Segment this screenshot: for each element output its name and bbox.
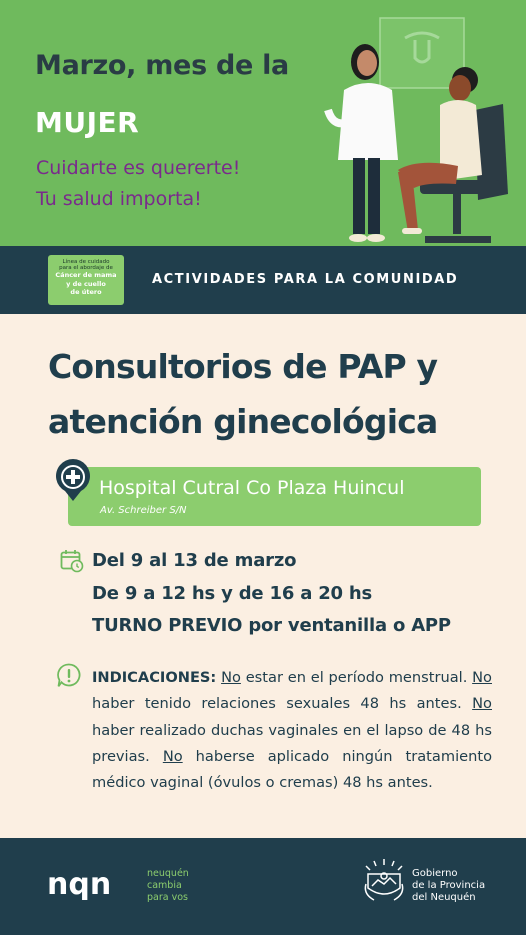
gob-text-line: del Neuquén <box>412 892 476 903</box>
calendar-icon <box>60 549 84 573</box>
hero-title: Marzo, mes de la <box>35 50 289 81</box>
hospital-address: Av. Schreiber S/N <box>100 505 187 516</box>
hero-section <box>0 0 526 246</box>
logo-text: nqn <box>47 870 112 900</box>
activities-label: ACTIVIDADES PARA LA COMUNIDAD <box>152 272 459 287</box>
neuquen-logo <box>47 870 133 900</box>
doctor-patient-illustration <box>320 0 526 246</box>
care-line-badge <box>48 255 124 305</box>
indications-paragraph <box>92 665 492 796</box>
no-emphasis: No <box>472 669 492 686</box>
gob-text-line: Gobierno <box>412 868 458 879</box>
gob-text-line: de la Provincia <box>412 880 486 891</box>
tagline-text: cambia <box>147 880 182 891</box>
indication-text: haberse aplicado ningún tratamiento médico vaginal (óvulos o cremas) 48 hs antes. <box>92 747 493 792</box>
schedule-hours: De 9 a 12 hs y de 16 a 20 hs <box>92 583 373 604</box>
tagline-text: neuquén <box>147 868 189 879</box>
activities-banner <box>0 246 526 314</box>
no-emphasis: No <box>221 669 241 686</box>
main-title-line1: Consultorios de PAP y <box>48 347 438 386</box>
badge-big-text: Cáncer de mama <box>55 271 117 279</box>
hero-title-mujer: MUJER <box>35 106 140 139</box>
tagline-text: para vos <box>147 892 188 903</box>
badge-big-text: y de cuello <box>66 279 106 288</box>
indications-label: INDICACIONES: <box>92 669 217 686</box>
badge-small-text: para el abordaje de <box>59 265 113 271</box>
warning-icon <box>57 663 81 689</box>
hospital-name: Hospital Cutral Co Plaza Huincul <box>99 477 405 499</box>
hero-subtitle-2: Tu salud importa! <box>36 188 202 210</box>
province-government-text <box>412 868 485 904</box>
no-emphasis: No <box>162 747 183 765</box>
main-title-line2: atención ginecológica <box>48 402 438 441</box>
schedule-appointment: TURNO PREVIO por ventanilla o APP <box>92 615 451 636</box>
footer <box>0 838 526 935</box>
neuquen-tagline <box>147 868 189 904</box>
hero-subtitle-1: Cuidarte es quererte! <box>36 157 241 179</box>
indication-text: estar en el período menstrual. <box>240 669 473 686</box>
badge-small-text: Línea de cuidado <box>62 259 110 265</box>
indication-text: haber tenido relaciones sexuales 48 hs antes. <box>92 695 473 713</box>
indication-text: haber realizado duchas vaginales en el lapso de 48 hs previas. <box>92 721 492 765</box>
no-emphasis: No <box>472 695 492 713</box>
location-pin-icon <box>52 458 94 502</box>
province-seal-icon <box>362 856 406 906</box>
hospital-location-box <box>68 467 481 526</box>
schedule-dates: Del 9 al 13 de marzo <box>92 550 297 571</box>
badge-big-text: de útero <box>70 288 102 296</box>
